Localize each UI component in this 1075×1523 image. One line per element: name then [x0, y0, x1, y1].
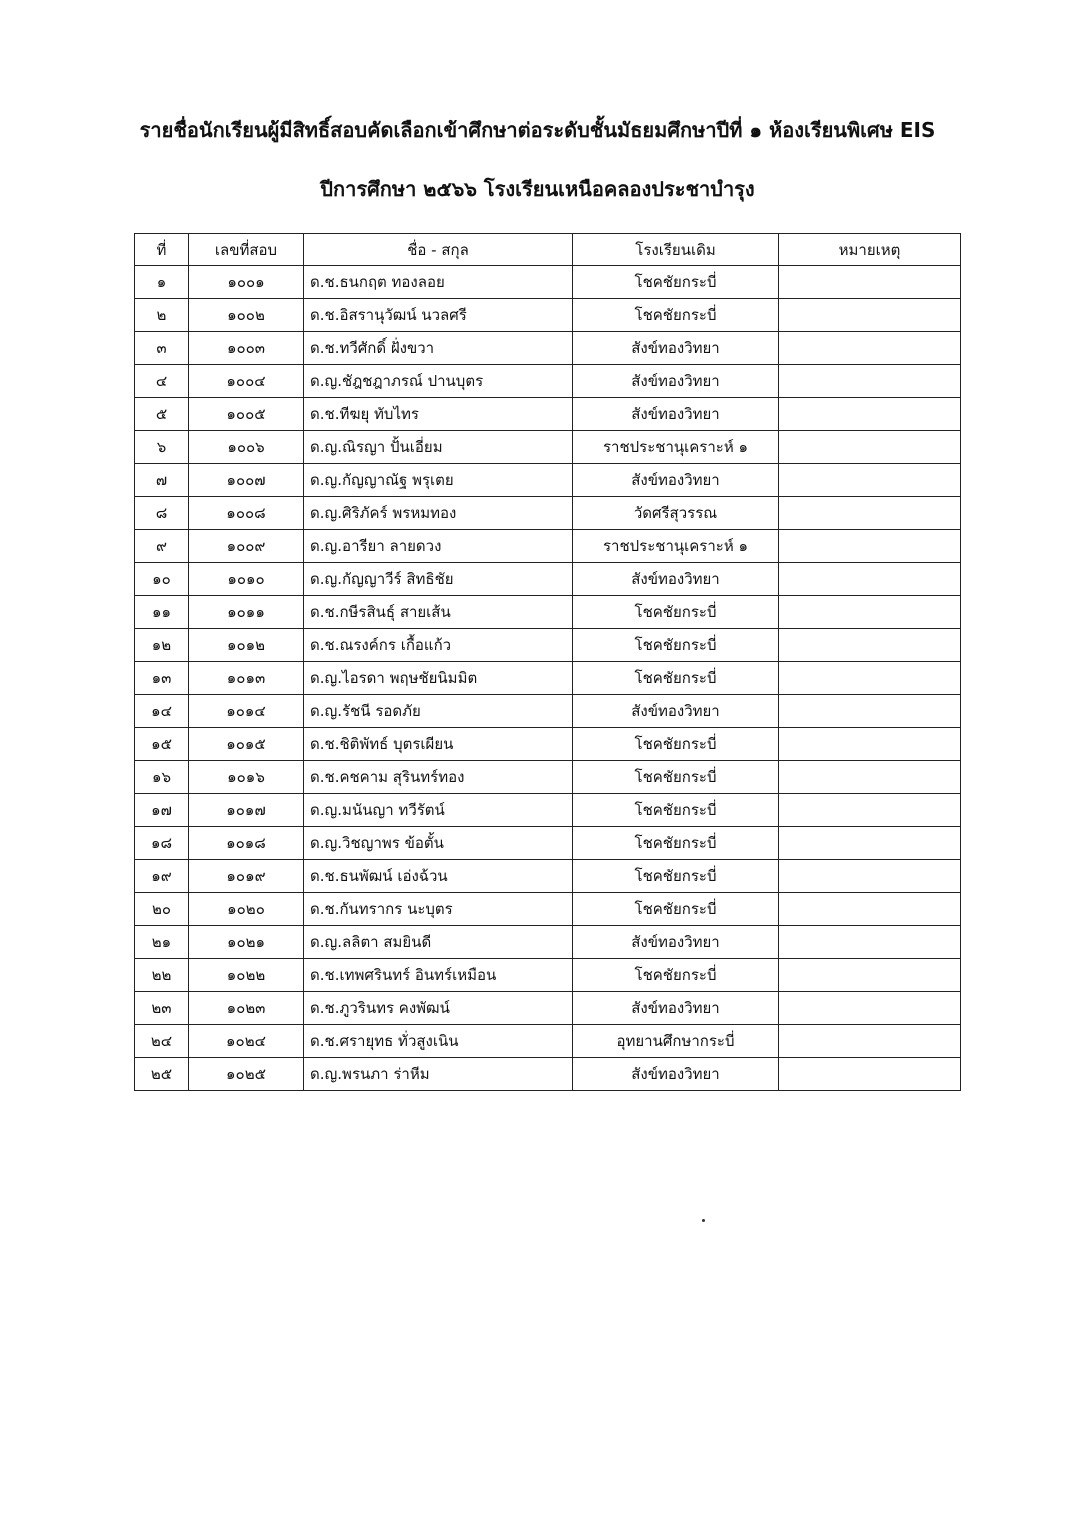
row-number: ๗ [135, 464, 189, 497]
table-row [135, 398, 961, 431]
previous-school: สังข์ทองวิทยา [573, 563, 779, 596]
row-number: ๑๙ [135, 860, 189, 893]
table-row [135, 629, 961, 662]
row-number: ๑๕ [135, 728, 189, 761]
student-name: ด.ช.ชิติพัทธ์ บุตรเผียน [304, 728, 573, 761]
remark [779, 266, 961, 299]
remark [779, 827, 961, 860]
previous-school: โชคชัยกระบี่ [573, 266, 779, 299]
previous-school: โชคชัยกระบี่ [573, 629, 779, 662]
stray-mark [702, 1219, 705, 1222]
row-number: ๒๐ [135, 893, 189, 926]
document-title: รายชื่อนักเรียนผู้มีสิทธิ์สอบคัดเลือกเข้าศึกษาต่อระดับชั้นมัธยมศึกษาปีที่ ๑ ห้องเรียนพิเศษ EIS [139, 118, 936, 142]
exam-number: ๑๐๑๖ [189, 761, 304, 794]
remark [779, 662, 961, 695]
row-number: ๑๑ [135, 596, 189, 629]
table-row [135, 464, 961, 497]
exam-number: ๑๐๑๓ [189, 662, 304, 695]
exam-number: ๑๐๑๑ [189, 596, 304, 629]
row-number: ๑๔ [135, 695, 189, 728]
exam-number: ๑๐๑๘ [189, 827, 304, 860]
student-name: ด.ช.อิสรานุวัฒน์ นวลศรี [304, 299, 573, 332]
table-row [135, 860, 961, 893]
previous-school: สังข์ทองวิทยา [573, 695, 779, 728]
previous-school: โชคชัยกระบี่ [573, 728, 779, 761]
table-row [135, 695, 961, 728]
table-row [135, 992, 961, 1025]
previous-school: โชคชัยกระบี่ [573, 860, 779, 893]
previous-school: วัดศรีสุวรรณ [573, 497, 779, 530]
remark [779, 860, 961, 893]
header-name: ชื่อ - สกุล [304, 234, 573, 266]
exam-number: ๑๐๐๗ [189, 464, 304, 497]
exam-number: ๑๐๐๔ [189, 365, 304, 398]
remark [779, 563, 961, 596]
row-number: ๓ [135, 332, 189, 365]
table-row [135, 1058, 961, 1091]
exam-number: ๑๐๑๕ [189, 728, 304, 761]
table-row [135, 431, 961, 464]
student-name: ด.ญ.กัญญาณัฐ พรุเตย [304, 464, 573, 497]
remark [779, 629, 961, 662]
student-name: ด.ญ.พรนภา ร่าหีม [304, 1058, 573, 1091]
exam-number: ๑๐๒๑ [189, 926, 304, 959]
header-previous-school: โรงเรียนเดิม [573, 234, 779, 266]
table-row [135, 893, 961, 926]
remark [779, 365, 961, 398]
table-row [135, 1025, 961, 1058]
exam-number: ๑๐๑๙ [189, 860, 304, 893]
remark [779, 332, 961, 365]
previous-school: โชคชัยกระบี่ [573, 761, 779, 794]
remark [779, 1058, 961, 1091]
student-name: ด.ญ.กัญญาวีร์ สิทธิชัย [304, 563, 573, 596]
row-number: ๙ [135, 530, 189, 563]
table-row [135, 761, 961, 794]
row-number: ๑๓ [135, 662, 189, 695]
student-name: ด.ช.กษีรสินธุ์ สายเส้น [304, 596, 573, 629]
student-name: ด.ญ.ศิริภัคร์ พรหมทอง [304, 497, 573, 530]
remark [779, 959, 961, 992]
table-body [135, 266, 961, 1091]
document-subtitle: ปีการศึกษา ๒๕๖๖ โรงเรียนเหนือคลองประชาบำรุง [320, 177, 755, 201]
remark [779, 431, 961, 464]
student-name: ด.ช.ณรงค์กร เกื้อแก้ว [304, 629, 573, 662]
remark [779, 794, 961, 827]
previous-school: อุทยานศึกษากระบี่ [573, 1025, 779, 1058]
student-name: ด.ช.ทวีศักดิ์ ฝั่งขวา [304, 332, 573, 365]
exam-number: ๑๐๒๒ [189, 959, 304, 992]
previous-school: สังข์ทองวิทยา [573, 365, 779, 398]
student-name: ด.ญ.ชัฎชฎาภรณ์ ปานบุตร [304, 365, 573, 398]
row-number: ๑๖ [135, 761, 189, 794]
table-row [135, 332, 961, 365]
previous-school: ราชประชานุเคราะห์ ๑ [573, 431, 779, 464]
student-name: ด.ช.คชคาม สุรินทร์ทอง [304, 761, 573, 794]
student-name: ด.ช.ทีฆยุ ทับไทร [304, 398, 573, 431]
previous-school: ราชประชานุเคราะห์ ๑ [573, 530, 779, 563]
exam-number: ๑๐๒๐ [189, 893, 304, 926]
previous-school: โชคชัยกระบี่ [573, 794, 779, 827]
previous-school: สังข์ทองวิทยา [573, 1058, 779, 1091]
previous-school: โชคชัยกระบี่ [573, 596, 779, 629]
student-name: ด.ญ.วิชญาพร ข้อตั้น [304, 827, 573, 860]
remark [779, 464, 961, 497]
table-header-row [135, 234, 961, 266]
row-number: ๑๗ [135, 794, 189, 827]
table-row [135, 827, 961, 860]
exam-number: ๑๐๑๔ [189, 695, 304, 728]
exam-number: ๑๐๐๑ [189, 266, 304, 299]
row-number: ๒๒ [135, 959, 189, 992]
table-row [135, 497, 961, 530]
remark [779, 728, 961, 761]
header-remark: หมายเหตุ [779, 234, 961, 266]
row-number: ๔ [135, 365, 189, 398]
exam-number: ๑๐๑๐ [189, 563, 304, 596]
row-number: ๒๑ [135, 926, 189, 959]
table-row [135, 794, 961, 827]
student-name: ด.ช.เทพศรินทร์ อินทร์เหมือน [304, 959, 573, 992]
previous-school: โชคชัยกระบี่ [573, 299, 779, 332]
student-name: ด.ญ.ไอรดา พฤษชัยนิมมิต [304, 662, 573, 695]
student-roster-table [134, 233, 961, 1091]
student-name: ด.ช.ธนพัฒน์ เอ่งฉ้วน [304, 860, 573, 893]
remark [779, 761, 961, 794]
previous-school: สังข์ทองวิทยา [573, 332, 779, 365]
row-number: ๖ [135, 431, 189, 464]
previous-school: โชคชัยกระบี่ [573, 893, 779, 926]
previous-school: สังข์ทองวิทยา [573, 992, 779, 1025]
row-number: ๑๐ [135, 563, 189, 596]
remark [779, 1025, 961, 1058]
previous-school: โชคชัยกระบี่ [573, 662, 779, 695]
previous-school: สังข์ทองวิทยา [573, 464, 779, 497]
table-row [135, 959, 961, 992]
exam-number: ๑๐๒๔ [189, 1025, 304, 1058]
student-name: ด.ญ.ลลิตา สมยินดี [304, 926, 573, 959]
table-row [135, 662, 961, 695]
remark [779, 299, 961, 332]
remark [779, 893, 961, 926]
table-row [135, 365, 961, 398]
row-number: ๑๘ [135, 827, 189, 860]
exam-number: ๑๐๒๓ [189, 992, 304, 1025]
student-name: ด.ญ.อารียา ลายดวง [304, 530, 573, 563]
student-name: ด.ญ.รัชนี รอดภัย [304, 695, 573, 728]
table-row [135, 299, 961, 332]
previous-school: สังข์ทองวิทยา [573, 926, 779, 959]
exam-number: ๑๐๐๖ [189, 431, 304, 464]
row-number: ๑๒ [135, 629, 189, 662]
student-name: ด.ญ.มนันญา ทวีรัตน์ [304, 794, 573, 827]
table-row [135, 926, 961, 959]
exam-number: ๑๐๑๒ [189, 629, 304, 662]
remark [779, 398, 961, 431]
previous-school: สังข์ทองวิทยา [573, 398, 779, 431]
row-number: ๒๓ [135, 992, 189, 1025]
header-exam-number: เลขที่สอบ [189, 234, 304, 266]
table-row [135, 563, 961, 596]
previous-school: โชคชัยกระบี่ [573, 959, 779, 992]
previous-school: โชคชัยกระบี่ [573, 827, 779, 860]
table-row [135, 728, 961, 761]
header-no: ที่ [135, 234, 189, 266]
row-number: ๕ [135, 398, 189, 431]
student-name: ด.ช.ธนกฤต ทองลอย [304, 266, 573, 299]
row-number: ๑ [135, 266, 189, 299]
row-number: ๒๕ [135, 1058, 189, 1091]
row-number: ๘ [135, 497, 189, 530]
remark [779, 530, 961, 563]
row-number: ๒๔ [135, 1025, 189, 1058]
exam-number: ๑๐๐๒ [189, 299, 304, 332]
remark [779, 992, 961, 1025]
student-name: ด.ช.ศรายุทธ ทั่วสูงเนิน [304, 1025, 573, 1058]
student-name: ด.ช.ภูวรินทร คงพัฒน์ [304, 992, 573, 1025]
remark [779, 596, 961, 629]
student-name: ด.ญ.ณิรญา ปั้นเอี่ยม [304, 431, 573, 464]
table-row [135, 530, 961, 563]
row-number: ๒ [135, 299, 189, 332]
exam-number: ๑๐๐๘ [189, 497, 304, 530]
exam-number: ๑๐๐๓ [189, 332, 304, 365]
student-name: ด.ช.กันทรากร นะบุตร [304, 893, 573, 926]
exam-number: ๑๐๑๗ [189, 794, 304, 827]
exam-number: ๑๐๐๕ [189, 398, 304, 431]
exam-number: ๑๐๒๕ [189, 1058, 304, 1091]
exam-number: ๑๐๐๙ [189, 530, 304, 563]
remark [779, 497, 961, 530]
remark [779, 926, 961, 959]
table-row [135, 266, 961, 299]
remark [779, 695, 961, 728]
table-row [135, 596, 961, 629]
